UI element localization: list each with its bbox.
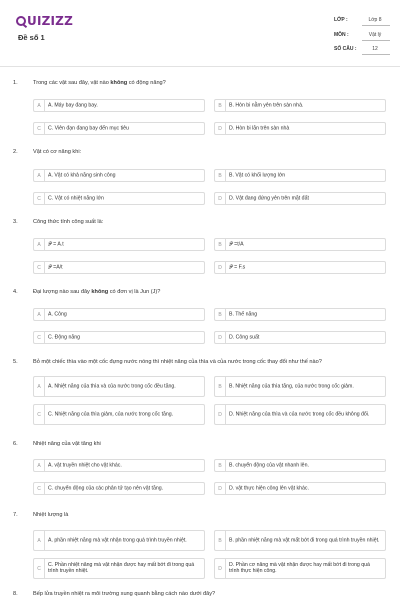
meta-label-count: SỐ CÂU : — [334, 46, 357, 52]
logo-q-mark — [16, 16, 26, 26]
answer-option-a[interactable] — [33, 308, 205, 321]
option-letter: C — [34, 483, 45, 494]
question-number: 4. — [13, 289, 18, 295]
header-divider — [0, 66, 400, 67]
answer-option-b[interactable] — [214, 459, 386, 472]
answer-option-b[interactable] — [214, 169, 386, 182]
question-text: Đại lượng nào sau đây không có đơn vị là Jun (J)? — [33, 289, 161, 295]
option-letter: C — [34, 559, 45, 578]
answer-option-c[interactable] — [33, 331, 205, 344]
option-text: B. Thế năng — [229, 311, 258, 318]
question-text: Vật có cơ năng khi: — [33, 149, 82, 155]
option-text: D. Hòn bi lăn trên sàn nhà — [229, 125, 290, 132]
option-text: C. Động năng — [48, 334, 81, 341]
option-letter: D — [215, 332, 226, 343]
meta-label-class: LỚP : — [334, 17, 348, 23]
option-text: B. chuyển động của vật nhanh lên. — [229, 462, 309, 469]
answer-option-a[interactable] — [33, 459, 205, 472]
option-letter: C — [34, 262, 45, 273]
option-text: 𝒫 = A.t — [48, 241, 64, 248]
option-text: 𝒫 =t/A — [229, 241, 244, 248]
option-letter: A — [34, 239, 45, 250]
option-letter: A — [34, 170, 45, 181]
option-text: A. Công — [48, 311, 67, 318]
question-number: 6. — [13, 441, 18, 447]
question-number: 3. — [13, 219, 18, 225]
question-number: 2. — [13, 149, 18, 155]
answer-option-a[interactable] — [33, 376, 205, 397]
option-text: A. Máy bay đang bay. — [48, 102, 98, 109]
option-letter: C — [34, 193, 45, 204]
option-text: A. Vật có khả năng sinh công — [48, 172, 116, 179]
answer-option-d[interactable] — [214, 122, 386, 135]
answer-option-b[interactable] — [214, 238, 386, 251]
document-title: Đề số 1 — [18, 33, 45, 42]
answer-option-c[interactable] — [33, 122, 205, 135]
meta-value-subject: Vật lý — [368, 32, 382, 38]
option-text: A. Nhiệt năng của thìa và của nước trong cốc đều tăng. — [48, 383, 176, 390]
option-text: C. Phần nhiệt năng mà vật nhận được hay mất bớt đi trong quá trình truyền nhiệt. — [48, 561, 195, 575]
meta-underline — [362, 40, 390, 41]
answer-option-a[interactable] — [33, 169, 205, 182]
option-text: A. vật truyền nhiệt cho vật khác. — [48, 462, 122, 469]
option-text: D. Công suất — [229, 334, 260, 341]
option-letter: B — [215, 460, 226, 471]
question-text: Trong các vật sau đây, vật nào không có động năng? — [33, 80, 166, 86]
option-text: B. Nhiệt năng của thìa tăng, của nước trong cốc giảm. — [229, 383, 354, 390]
option-letter: B — [215, 377, 226, 396]
option-text: B. Hòn bi nằm yên trên sàn nhà. — [229, 102, 304, 109]
meta-underline — [362, 25, 390, 26]
meta-underline — [362, 54, 390, 55]
option-letter: C — [34, 123, 45, 134]
answer-option-b[interactable] — [214, 308, 386, 321]
option-text: D. Vật đang đứng yên trên mặt đất — [229, 195, 309, 202]
answer-option-a[interactable] — [33, 99, 205, 112]
option-letter: A — [34, 377, 45, 396]
option-letter: A — [34, 531, 45, 550]
question-text: Nhiệt lượng là — [33, 512, 69, 518]
answer-option-c[interactable] — [33, 482, 205, 495]
option-letter: D — [215, 405, 226, 424]
option-letter: D — [215, 123, 226, 134]
option-text: B. Vật có khối lượng lớn — [229, 172, 286, 179]
option-letter: C — [34, 405, 45, 424]
answer-option-c[interactable] — [33, 404, 205, 425]
answer-option-a[interactable] — [33, 238, 205, 251]
answer-option-b[interactable] — [214, 530, 386, 551]
meta-value-class: Lớp 8 — [368, 17, 382, 23]
meta-label-subject: MÔN : — [334, 32, 349, 38]
option-letter: B — [215, 309, 226, 320]
answer-option-d[interactable] — [214, 331, 386, 344]
option-letter: D — [215, 483, 226, 494]
question-number: 7. — [13, 512, 18, 518]
option-text: D. Phần cơ năng mà vật nhận được hay mất bớt đi trong quá trình thực hiện công. — [229, 561, 370, 575]
logo-text: UIZIZZ — [27, 14, 73, 28]
option-letter: C — [34, 332, 45, 343]
option-text: C. Vật có nhiệt năng lớn — [48, 195, 104, 202]
option-text: A. phần nhiệt năng mà vật nhận trong quá trình truyền nhiệt. — [48, 537, 187, 544]
question-text: Công thức tính công suất là: — [33, 219, 104, 225]
answer-option-d[interactable] — [214, 482, 386, 495]
option-letter: B — [215, 100, 226, 111]
option-text: C. chuyển động của các phân tử tạo nên vật tăng. — [48, 485, 164, 492]
option-text: 𝒫 = F.s — [229, 264, 246, 271]
option-letter: D — [215, 262, 226, 273]
option-text: B. phần nhiệt năng mà vật mất bớt đi trong quá trình truyền nhiệt. — [229, 537, 380, 544]
answer-option-d[interactable] — [214, 192, 386, 205]
option-letter: A — [34, 309, 45, 320]
option-letter: D — [215, 193, 226, 204]
answer-option-a[interactable] — [33, 530, 205, 551]
answer-option-c[interactable] — [33, 192, 205, 205]
answer-option-d[interactable] — [214, 404, 386, 425]
answer-option-d[interactable] — [214, 261, 386, 274]
option-text: D. vật thực hiện công lên vật khác. — [229, 485, 309, 492]
question-number: 8. — [13, 591, 18, 597]
option-text: 𝒫 =A/t — [48, 264, 63, 271]
option-letter: B — [215, 239, 226, 250]
answer-option-c[interactable] — [33, 558, 205, 579]
answer-option-b[interactable] — [214, 99, 386, 112]
question-number: 1. — [13, 80, 18, 86]
question-number: 5. — [13, 359, 18, 365]
question-text: Nhiệt năng của vật tăng khi — [33, 441, 101, 447]
option-letter: A — [34, 460, 45, 471]
question-text: Bỏ một chiếc thìa vào một cốc đựng nước nóng thì nhiệt năng của thìa và của nước trong cốc thay đổi như thế nào? — [33, 359, 322, 365]
meta-value-count: 12 — [372, 46, 378, 52]
question-text: Bếp lửa truyền nhiệt ra môi trường xung quanh bằng cách nào dưới đây? — [33, 591, 216, 597]
answer-option-c[interactable] — [33, 261, 205, 274]
option-text: C. Viên đạn đang bay đến mục tiêu — [48, 125, 129, 132]
quizizz-logo — [16, 14, 73, 28]
answer-option-b[interactable] — [214, 376, 386, 397]
option-text: D. Nhiệt năng của thìa và của nước trong cốc đều không đổi. — [229, 411, 370, 418]
answer-option-d[interactable] — [214, 558, 386, 579]
option-letter: B — [215, 531, 226, 550]
option-letter: B — [215, 170, 226, 181]
option-letter: A — [34, 100, 45, 111]
option-text: C. Nhiệt năng của thìa giảm, của nước trong cốc tăng. — [48, 411, 174, 418]
option-letter: D — [215, 559, 226, 578]
